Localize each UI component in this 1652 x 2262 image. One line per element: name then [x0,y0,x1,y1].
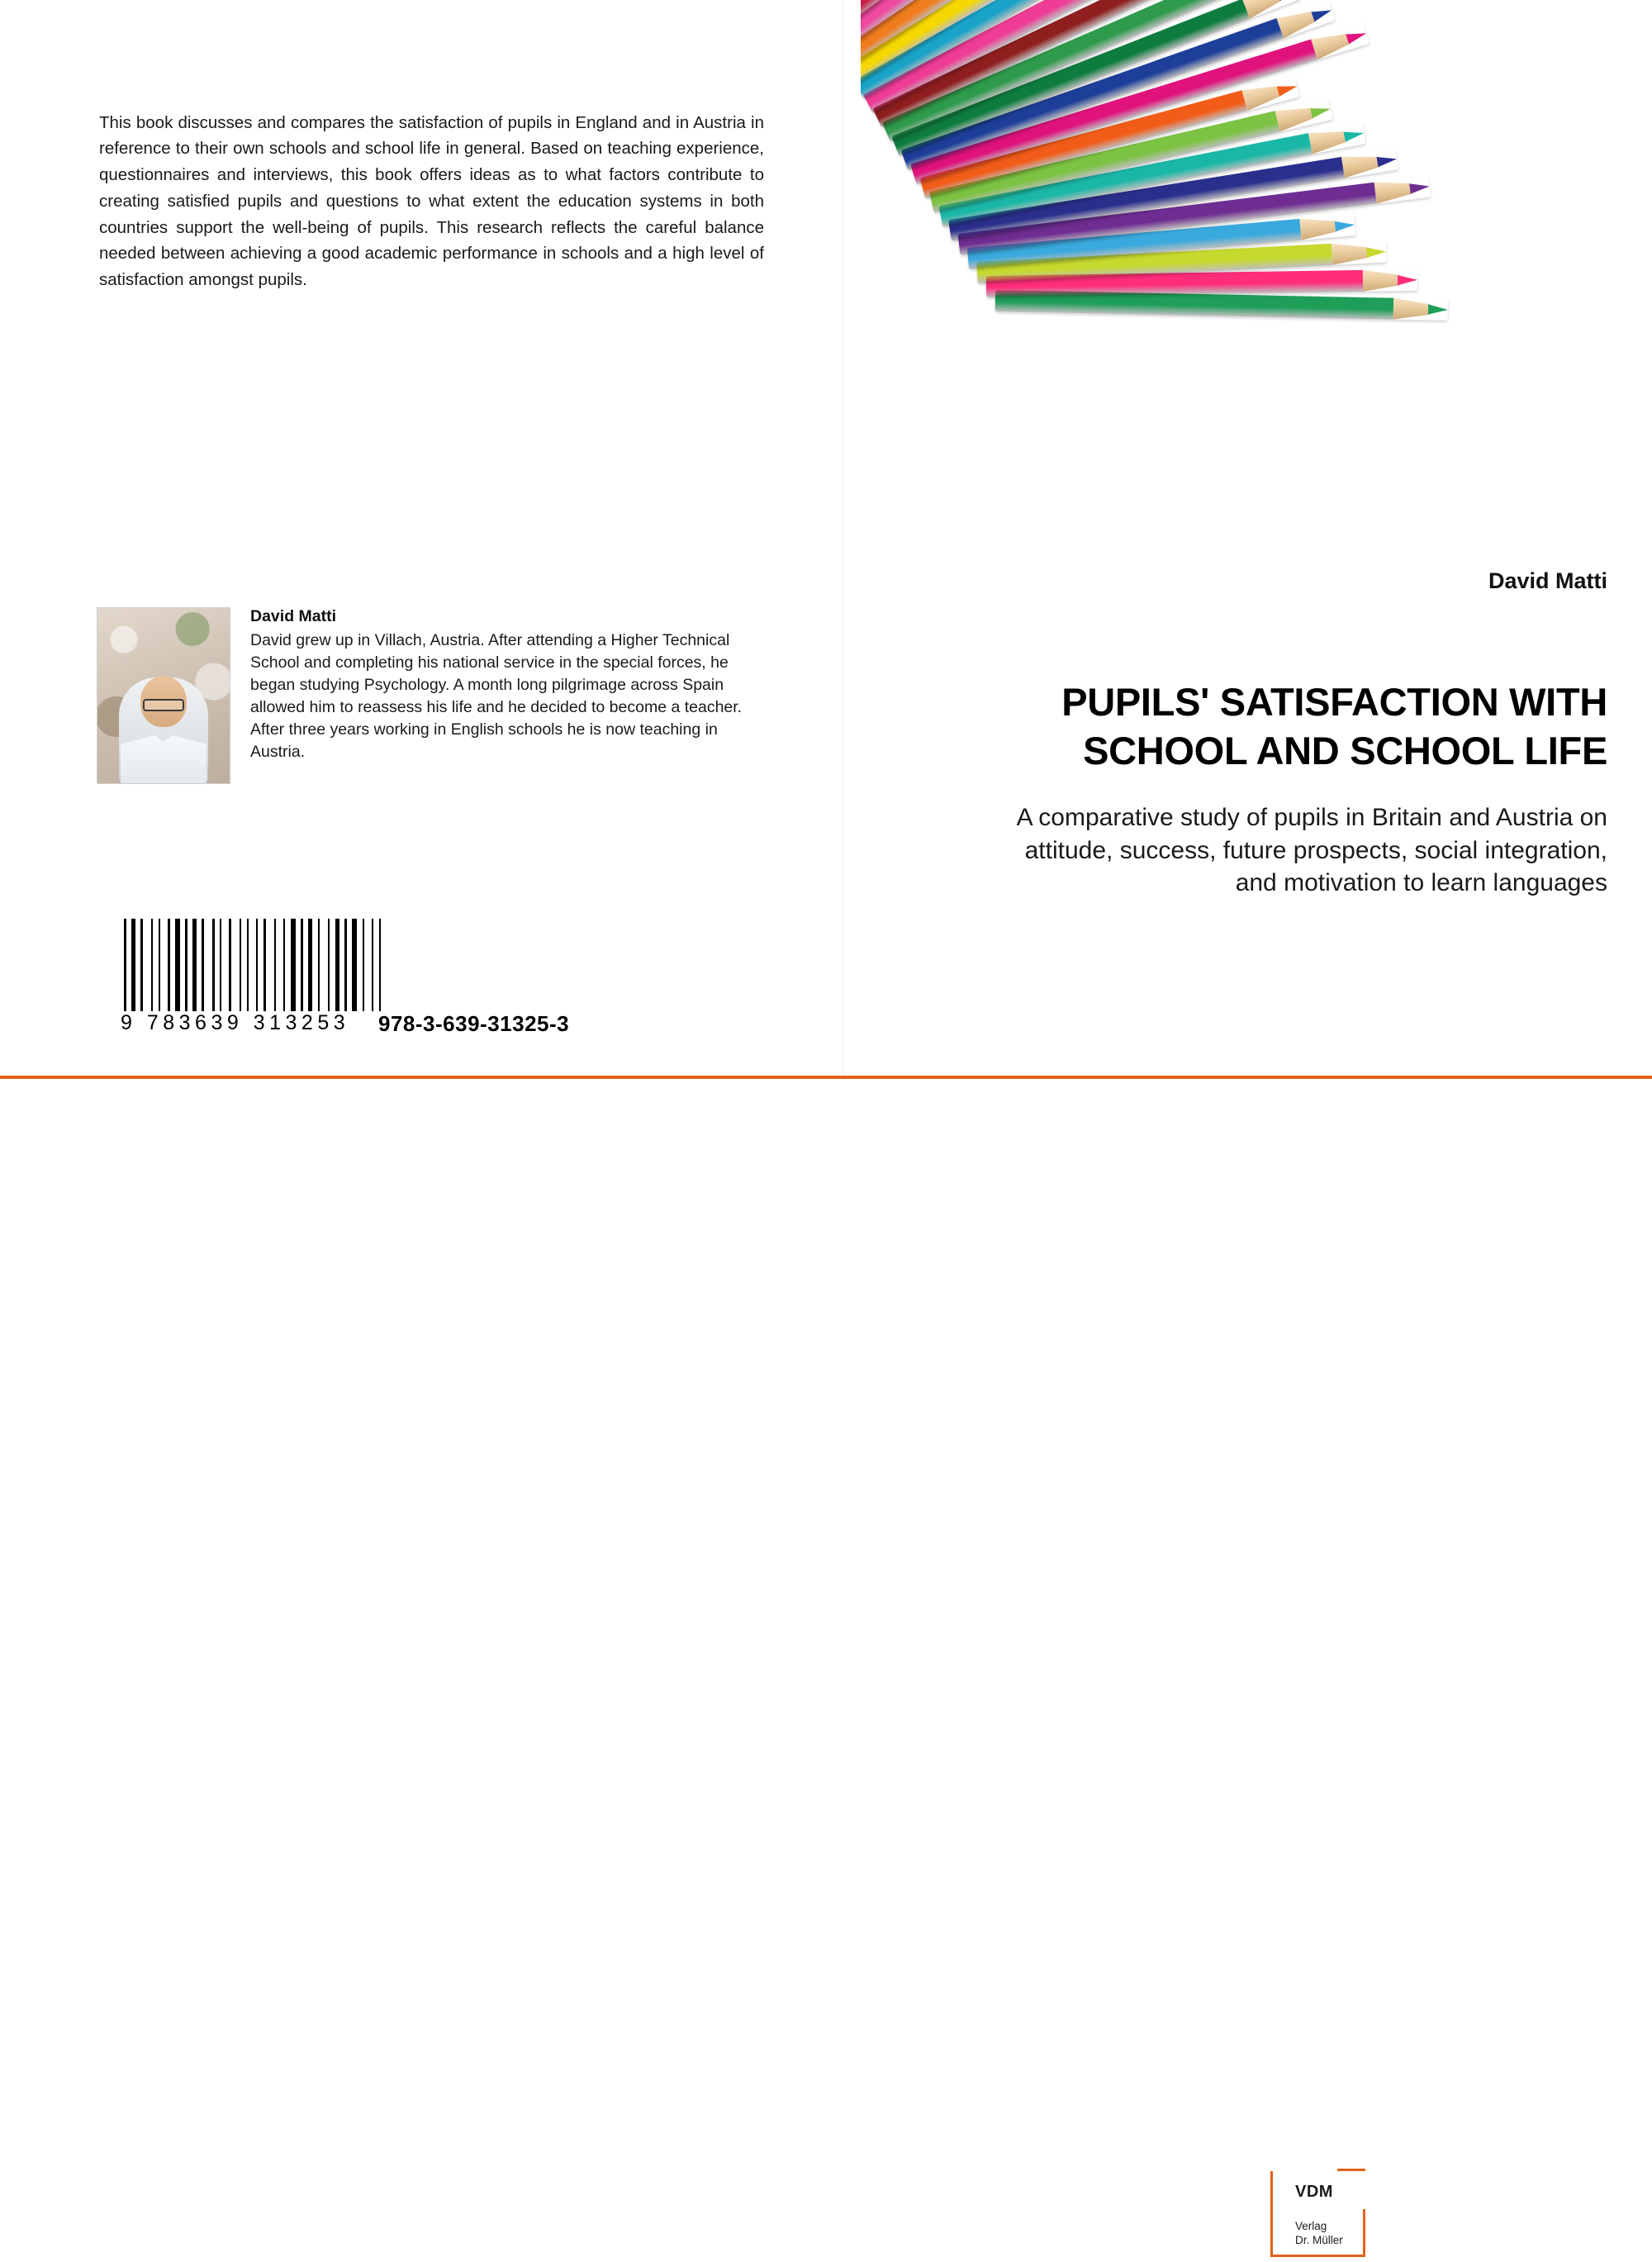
bottom-strip [0,1079,1652,2247]
isbn-text: 978-3-639-31325-3 [378,1011,570,1036]
barcode-area [121,919,636,1051]
photo-head [140,676,187,727]
barcode-digits: 9 783639 313253 [121,1011,350,1034]
photo-shirt [121,735,206,783]
imprint-line-1: Verlag [1295,2220,1327,2232]
imprint-line-2: Dr. Müller [1295,2234,1343,2247]
front-cover [861,0,1652,1076]
publisher-name: VDM [1295,2183,1333,2201]
author-name: David Matti [250,607,337,625]
back-cover [0,0,843,1076]
publisher-imprint [1295,2219,1343,2248]
publisher-logo [1270,2171,1368,2262]
barcode-image [124,919,355,1011]
author-bio: David grew up in Villach, Austria. After attending a Higher Technical School and completing his national service in the special forces, he began studying Psychology. A month long pilgrimage across Spain allowed him to reassess his life and he decided to become a teacher. After three years working in English schools he is now teaching in Austria. [250,631,743,761]
front-cover-subtitle: A comparative study of pupils in Britain and Austria on attitude, success, future prospects, social integration, and motivation to learn languages [1016,804,1607,897]
author-text [250,607,746,763]
front-cover-title: PUPILS' SATISFACTION WITH SCHOOL AND SCHOOL LIFE [1061,680,1607,773]
glasses-icon [143,699,184,711]
back-cover-blurb: This book discusses and compares the satisfaction of pupils in England and in Austria in reference to their own schools and school life in general. Based on teaching experience, questionnaires and interviews, this book offers ideas as to what factors contribute to creating satisfied pupils and questions to what extent the education systems in both countries support the well-being of pupils. This research reflects the careful balance needed between achieving a good academic performance in schools and a high level of satisfaction amongst pupils. [99,112,764,290]
cover-photo-colored-pencils [861,0,1652,483]
front-cover-author: David Matti [1488,568,1607,593]
author-photo [97,607,230,784]
photo-person [119,677,208,783]
book-spine [843,0,862,1076]
